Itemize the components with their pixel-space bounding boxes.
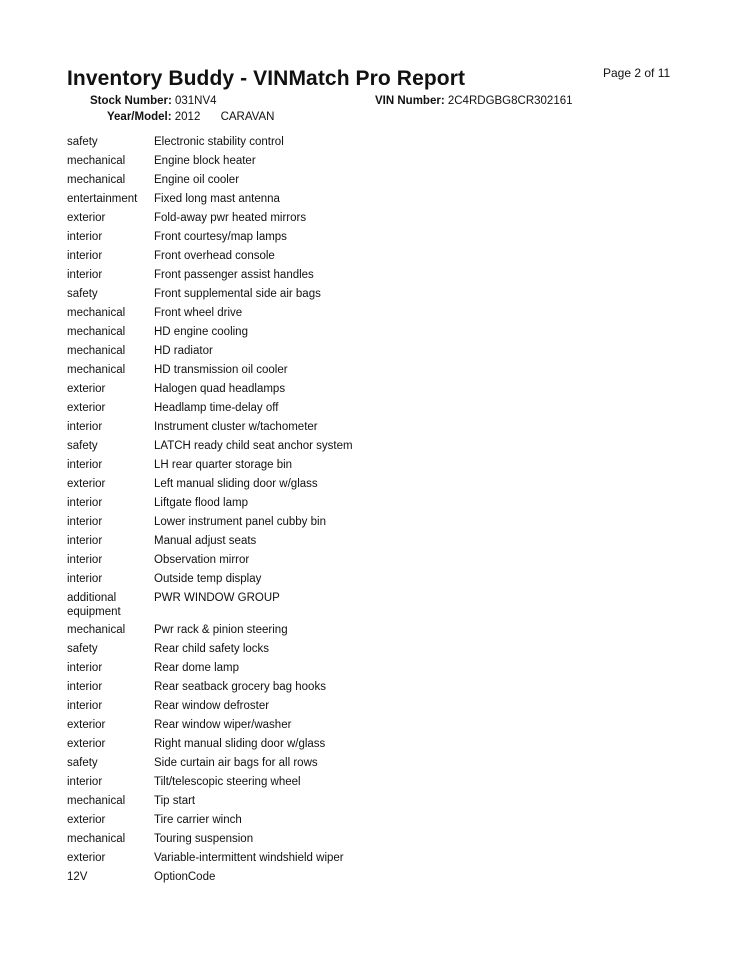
item-description: Left manual sliding door w/glass xyxy=(154,478,318,490)
item-category: mechanical xyxy=(67,155,126,167)
item-description: Instrument cluster w/tachometer xyxy=(154,421,318,433)
item-category: mechanical xyxy=(67,624,126,636)
item-category: exterior xyxy=(67,402,106,414)
item-description: Touring suspension xyxy=(154,833,254,845)
list-item xyxy=(67,325,487,344)
item-category: interior xyxy=(67,459,103,471)
item-description: Front passenger assist handles xyxy=(154,269,314,281)
list-item xyxy=(67,591,487,623)
list-item xyxy=(67,135,487,154)
stock-number-value: 031NV4 xyxy=(175,95,217,107)
item-description: Tire carrier winch xyxy=(154,814,242,826)
vin-number-value: 2C4RDGBG8CR302161 xyxy=(447,95,573,107)
item-category: interior xyxy=(67,554,103,566)
item-description: LH rear quarter storage bin xyxy=(154,459,293,471)
item-description: Front supplemental side air bags xyxy=(154,288,321,300)
list-item xyxy=(67,775,487,794)
list-item xyxy=(67,230,487,249)
item-description: HD engine cooling xyxy=(154,326,248,338)
item-description: Engine block heater xyxy=(154,155,256,167)
list-item xyxy=(67,699,487,718)
item-description: Right manual sliding door w/glass xyxy=(154,738,326,750)
item-category: entertainment xyxy=(67,193,138,205)
list-item xyxy=(67,344,487,363)
item-category: exterior xyxy=(67,852,106,864)
item-description: OptionCode xyxy=(154,871,216,883)
item-category: interior xyxy=(67,535,103,547)
item-category: exterior xyxy=(67,719,106,731)
list-item xyxy=(67,813,487,832)
list-item xyxy=(67,870,487,889)
stock-number-field xyxy=(90,95,217,107)
list-item xyxy=(67,832,487,851)
item-description: Electronic stability control xyxy=(154,136,284,148)
item-category: interior xyxy=(67,231,103,243)
item-description: Rear window wiper/washer xyxy=(154,719,292,731)
item-description: Rear child safety locks xyxy=(154,643,270,655)
item-description: Front courtesy/map lamps xyxy=(154,231,287,243)
item-category: interior xyxy=(67,269,103,281)
item-category: mechanical xyxy=(67,174,126,186)
item-category: interior xyxy=(67,250,103,262)
item-description: Engine oil cooler xyxy=(154,174,240,186)
page-number: Page 2 of 11 xyxy=(603,66,671,80)
list-item xyxy=(67,268,487,287)
item-category: mechanical xyxy=(67,364,126,376)
year-value: 2012 xyxy=(174,111,201,123)
stock-number-label: Stock Number: xyxy=(90,95,172,107)
item-category: mechanical xyxy=(67,795,126,807)
list-item xyxy=(67,515,487,534)
item-description: HD transmission oil cooler xyxy=(154,364,288,376)
list-item xyxy=(67,553,487,572)
list-item xyxy=(67,249,487,268)
item-category: safety xyxy=(67,643,98,655)
item-category: interior xyxy=(67,497,103,509)
item-category: interior xyxy=(67,421,103,433)
item-description: Tip start xyxy=(154,795,196,807)
item-category: safety xyxy=(67,757,98,769)
list-item xyxy=(67,661,487,680)
item-category: interior xyxy=(67,776,103,788)
list-item xyxy=(67,192,487,211)
list-item xyxy=(67,211,487,230)
list-item xyxy=(67,680,487,699)
item-category: interior xyxy=(67,662,103,674)
item-description: Fold-away pwr heated mirrors xyxy=(154,212,307,224)
item-category: mechanical xyxy=(67,326,126,338)
vin-number-label: VIN Number: xyxy=(375,95,445,107)
item-description: Front overhead console xyxy=(154,250,275,262)
item-category: interior xyxy=(67,700,103,712)
item-category: exterior xyxy=(67,478,106,490)
list-item xyxy=(67,642,487,661)
item-description: LATCH ready child seat anchor system xyxy=(154,440,353,452)
item-category: mechanical xyxy=(67,833,126,845)
item-description: PWR WINDOW GROUP xyxy=(154,592,280,604)
item-category: exterior xyxy=(67,212,106,224)
item-description: Pwr rack & pinion steering xyxy=(154,624,288,636)
item-description: Lower instrument panel cubby bin xyxy=(154,516,326,528)
list-item xyxy=(67,534,487,553)
list-item xyxy=(67,572,487,591)
item-description: Rear seatback grocery bag hooks xyxy=(154,681,326,693)
list-item xyxy=(67,623,487,642)
list-item xyxy=(67,401,487,420)
item-description: Rear window defroster xyxy=(154,700,270,712)
item-description: Manual adjust seats xyxy=(154,535,257,547)
item-description: Front wheel drive xyxy=(154,307,243,319)
list-item xyxy=(67,756,487,775)
item-description: Headlamp time-delay off xyxy=(154,402,279,414)
item-category: exterior xyxy=(67,383,106,395)
item-description: HD radiator xyxy=(154,345,213,357)
item-description: Tilt/telescopic steering wheel xyxy=(154,776,301,788)
item-category: safety xyxy=(67,136,98,148)
list-item xyxy=(67,737,487,756)
item-description: Halogen quad headlamps xyxy=(154,383,286,395)
item-description: Observation mirror xyxy=(154,554,250,566)
item-description: Outside temp display xyxy=(154,573,262,585)
model-value: CARAVAN xyxy=(220,111,275,123)
list-item xyxy=(67,439,487,458)
list-item xyxy=(67,477,487,496)
list-item xyxy=(67,306,487,325)
list-item xyxy=(67,382,487,401)
item-category: exterior xyxy=(67,738,106,750)
list-item xyxy=(67,496,487,515)
list-item xyxy=(67,851,487,870)
item-category: mechanical xyxy=(67,345,126,357)
item-category: interior xyxy=(67,573,103,585)
item-category: interior xyxy=(67,681,103,693)
list-item xyxy=(67,363,487,382)
list-item xyxy=(67,718,487,737)
list-item xyxy=(67,173,487,192)
item-description: Side curtain air bags for all rows xyxy=(154,757,318,769)
item-category: 12V xyxy=(67,871,88,883)
equipment-list xyxy=(67,135,487,889)
item-category: safety xyxy=(67,288,98,300)
item-category: additional equipment xyxy=(67,592,121,618)
list-item xyxy=(67,154,487,173)
vin-number-field xyxy=(375,95,573,107)
item-category: safety xyxy=(67,440,98,452)
item-category: exterior xyxy=(67,814,106,826)
item-category: mechanical xyxy=(67,307,126,319)
list-item xyxy=(67,420,487,439)
list-item xyxy=(67,794,487,813)
item-description: Fixed long mast antenna xyxy=(154,193,280,205)
item-description: Variable-intermittent windshield wiper xyxy=(154,852,344,864)
year-model-field xyxy=(107,111,274,123)
year-model-label: Year/Model: xyxy=(107,111,172,123)
item-description: Liftgate flood lamp xyxy=(154,497,248,509)
list-item xyxy=(67,458,487,477)
item-category: interior xyxy=(67,516,103,528)
report-title: Inventory Buddy - VINMatch Pro Report xyxy=(67,67,466,90)
list-item xyxy=(67,287,487,306)
item-description: Rear dome lamp xyxy=(154,662,240,674)
